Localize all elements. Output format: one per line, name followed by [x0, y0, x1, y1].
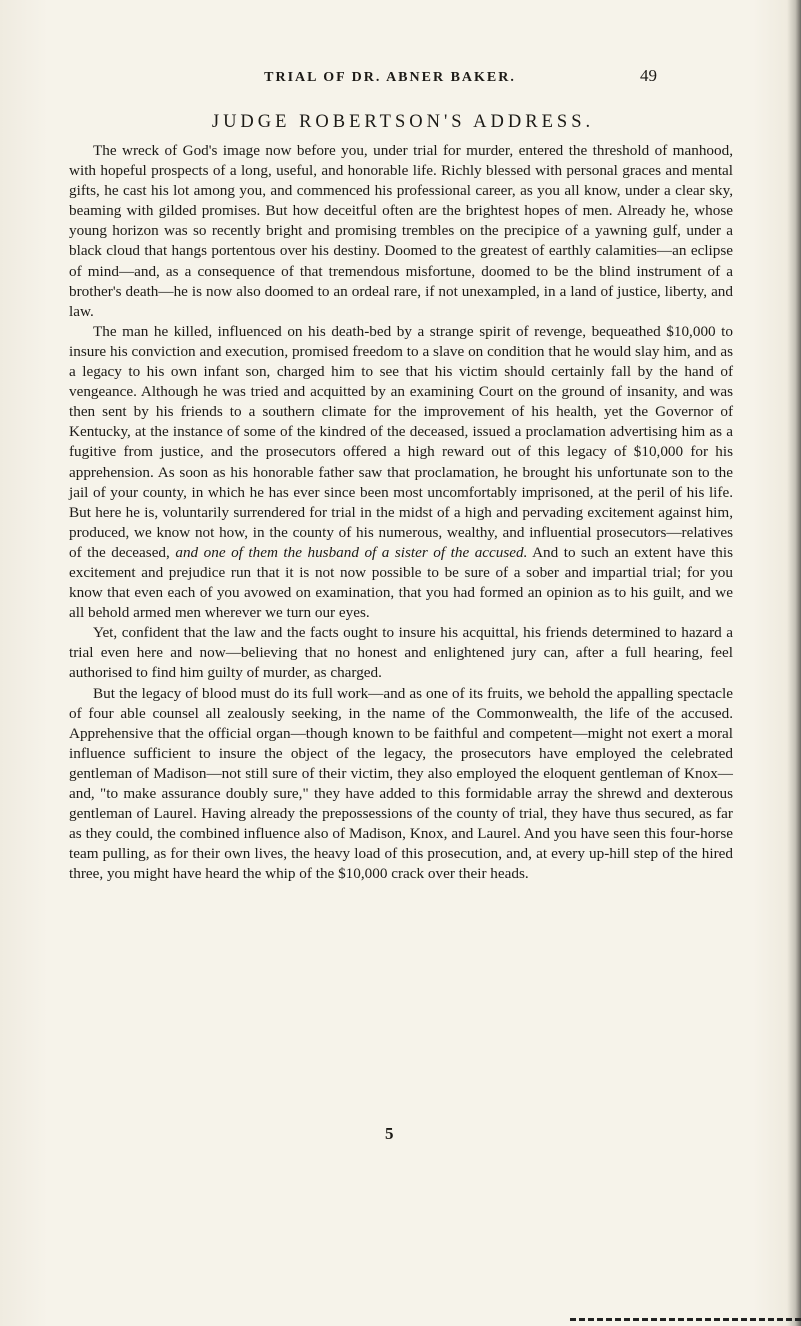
paragraph-2	[69, 322, 733, 623]
paragraph-3: Yet, confident that the law and the facts ought to insure his acquittal, his friends determined to hazard a trial even here and now—believing that no honest and enlightened jury can, after a full hearing, feel authorised to find him guilty of murder, as charged.	[69, 624, 733, 682]
page-edge-shadow	[787, 0, 801, 1326]
paragraph-2-italic: and one of them the husband of a sister of the accused.	[175, 543, 528, 561]
paragraph-2-text-after: And to such an extent have this excitement and prejudice run that it is not now possible to be sure of a sober and impartial trial; for you know that even each of you avowed on examination, that you had formed an opinion as to his guilt, and we all behold armed men wherever we turn our eyes.	[69, 543, 733, 622]
paragraph-1: The wreck of God's image now before you, under trial for murder, entered the threshold of manhood, with hopeful prospects of a long, useful, and honorable life. Richly blessed with personal graces and mental gifts, he cast his lot among you, and commenced his professional career, as you all know, under a clear sky, beaming with gilded promises. But how deceitful often are the brightest hopes of men. Already he, whose young horizon was so recently bright and promising trembles on the precipice of a yawning gulf, under a black cloud that hangs portentous over his destiny. Doomed to the greatest of earthly calamities—an eclipse of mind—and, as a consequence of that tremendous misfortune, doomed to be the blind instrument of a brother's death—he is now also doomed to an ordeal rare, if not unexampled, in a land of justice, liberty, and law.	[69, 142, 733, 320]
page-number: 49	[640, 66, 657, 85]
signature-mark: 5	[385, 1124, 394, 1143]
body-text	[69, 141, 733, 884]
running-head: TRIAL OF DR. ABNER BAKER.	[264, 70, 516, 85]
paragraph-4: But the legacy of blood must do its full work—and as one of its fruits, we behold the appalling spectacle of four able counsel all zealously seeking, in the name of the Commonwealth, the life of the accused. Apprehensive that the official organ—though known to be faithful and competent—might not exert a moral influence sufficient to insure the object of the legacy, the prosecutors have employed the celebrated gentleman of Madison—not still sure of their victim, they also employed the eloquent gentleman of Knox—and, "to make assurance doubly sure," they have added to this formidable array the shrewd and dexterous gentleman of Laurel. Having already the prepossessions of the county of trial, they have thus secured, as far as they could, the combined influence also of Madison, Knox, and Laurel. And you have seen this four-horse team pulling, as for their own lives, the heavy load of this prosecution, and, at every up-hill step of the hired three, you might have heard the whip of the $10,000 crack over their heads.	[69, 684, 733, 883]
section-title: JUDGE ROBERTSON'S ADDRESS.	[211, 112, 595, 132]
paragraph-2-text-before: The man he killed, influenced on his death-bed by a strange spirit of revenge, bequeathed $10,000 to insure his conviction and execution, promised freedom to a slave on condition that he would slay him, and as a legacy to his own infant son, charged him to see that his victim should certainly fall by the hand of vengeance. Although he was tried and acquitted by an examining Court on the ground of insanity, and was then sent by his friends to a southern climate for the improvement of his health, yet the Governor of Kentucky, at the instance of some of the kindred of the deceased, issued a proclamation advertising him as a fugitive from justice, and the prosecutors offered a high reward out of this legacy of $10,000 for his apprehension. As soon as his honorable father saw that proclamation, he brought his unfortunate son to the jail of your county, in which he has ever since been most uncomfortably imprisoned, at the peril of his life. But here he is, voluntarily surrendered for trial in the midst of a high and pervading excitement against him, produced, we know not how, in the county of his numerous, wealthy, and influential prosecutors—relatives of the deceased,	[69, 322, 733, 561]
bottom-rule	[570, 1318, 801, 1321]
